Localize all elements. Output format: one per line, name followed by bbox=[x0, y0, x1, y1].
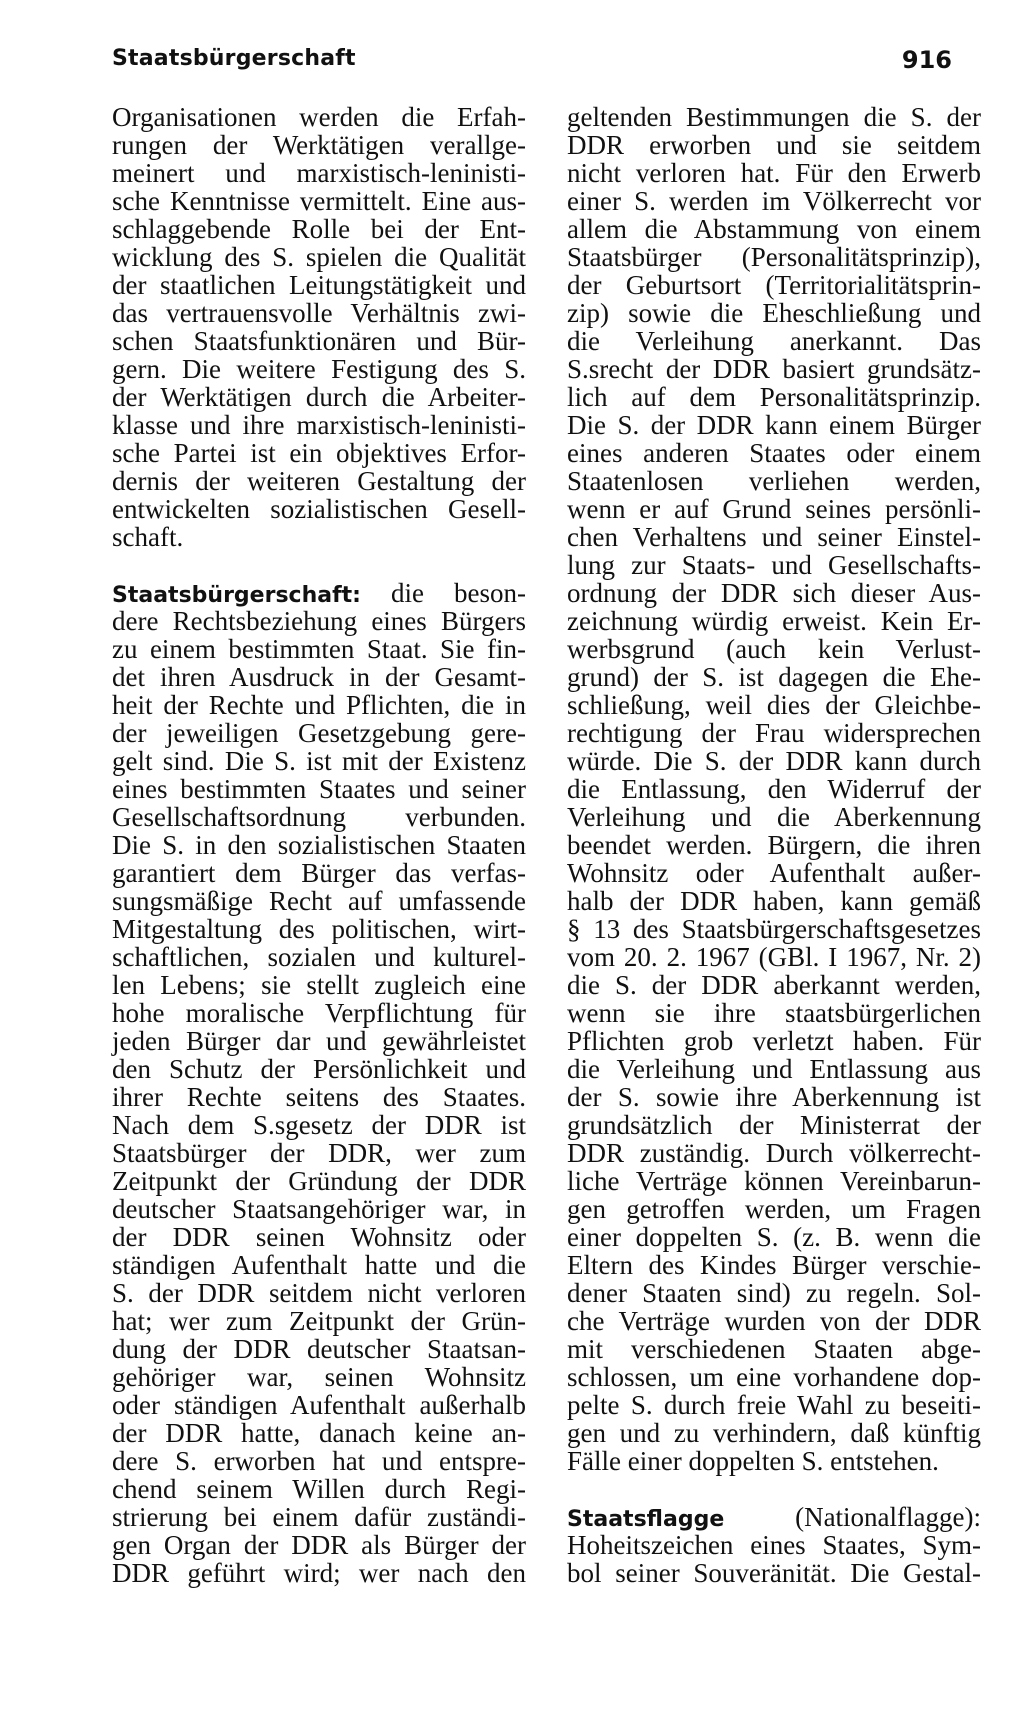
text-line: Organisationen werden die Erfah- bbox=[112, 102, 526, 132]
text-line: wenn er auf Grund seines persönli- bbox=[567, 494, 981, 524]
paragraph-gap bbox=[567, 1475, 981, 1503]
text-line: die Entlassung, den Widerruf der bbox=[567, 774, 981, 804]
text-line: deutscher Staatsangehöriger war, in bbox=[112, 1194, 526, 1224]
text-line: ihrer Rechte seitens des Staates. bbox=[112, 1082, 526, 1112]
text-line: die S. der DDR aberkannt werden, bbox=[567, 970, 981, 1000]
entry-staatsbuergerschaft bbox=[112, 579, 526, 1587]
text-line: der Werktätigen durch die Arbeiter- bbox=[112, 382, 526, 412]
text-line: der staatlichen Leitungstätigkeit und bbox=[112, 270, 526, 300]
text-line: garantiert dem Bürger das verfas- bbox=[112, 858, 526, 888]
text-line: der jeweiligen Gesetzgebung gere- bbox=[112, 718, 526, 748]
continuation-paragraph bbox=[112, 103, 526, 551]
text-line: den Schutz der Persönlichkeit und bbox=[112, 1054, 526, 1084]
text-line: dener Staaten sind) zu regeln. Sol- bbox=[567, 1278, 981, 1308]
entry-first-line-text: die beson- bbox=[360, 578, 526, 608]
text-line: rungen der Werktätigen verallge- bbox=[112, 130, 526, 160]
text-line: gen getroffen werden, um Fragen bbox=[567, 1194, 981, 1224]
entry-headword: Staatsbürgerschaft: bbox=[112, 583, 361, 608]
text-line: Verleihung und die Aberkennung bbox=[567, 802, 981, 832]
text-line: dere Rechtsbeziehung eines Bürgers bbox=[112, 606, 526, 636]
text-line: chen Verhaltens und seiner Einstel- bbox=[567, 522, 981, 552]
text-line: Staatsbürger (Personalitätsprinzip), bbox=[567, 242, 981, 272]
text-line: Staatsbürger der DDR, wer zum bbox=[112, 1138, 526, 1168]
text-line: das vertrauensvolle Verhältnis zwi- bbox=[112, 298, 526, 328]
text-line: Nach dem S.sgesetz der DDR ist bbox=[112, 1110, 526, 1140]
text-line: schließung, weil dies der Gleichbe- bbox=[567, 690, 981, 720]
text-line: schlossen, um eine vorhandene dop- bbox=[567, 1362, 981, 1392]
entry-first-line bbox=[567, 1503, 981, 1531]
entry-staatsflagge bbox=[567, 1503, 981, 1587]
text-line: sche Kenntnisse vermittelt. Eine aus- bbox=[112, 186, 526, 216]
text-line: sungsmäßige Recht auf umfassende bbox=[112, 886, 526, 916]
text-line: grundsätzlich der Ministerrat der bbox=[567, 1110, 981, 1140]
text-line: einer S. werden im Völkerrecht vor bbox=[567, 186, 981, 216]
text-line: der S. sowie ihre Aberkennung ist bbox=[567, 1082, 981, 1112]
text-line: wenn sie ihre staatsbürgerlichen bbox=[567, 998, 981, 1028]
text-line: chend seinem Willen durch Regi- bbox=[112, 1474, 526, 1504]
text-line: schlaggebende Rolle bei der Ent- bbox=[112, 214, 526, 244]
text-line: schaft. bbox=[112, 522, 184, 552]
text-line: Pflichten grob verletzt haben. Für bbox=[567, 1026, 981, 1056]
text-line: eines bestimmten Staates und seiner bbox=[112, 774, 526, 804]
entry-first-line-text: (Nationalflagge): bbox=[795, 1502, 981, 1532]
text-line: zeichnung würdig erweist. Kein Er- bbox=[567, 606, 981, 636]
text-line: DDR erworben und sie seitdem bbox=[567, 130, 981, 160]
text-line: lung zur Staats- und Gesellschafts- bbox=[567, 550, 981, 580]
text-line: Hoheitszeichen eines Staates, Sym- bbox=[567, 1530, 981, 1560]
text-line: che Verträge wurden von der DDR bbox=[567, 1306, 981, 1336]
text-line: Fälle einer doppelten S. entstehen. bbox=[567, 1446, 939, 1476]
text-line: der DDR hatte, danach keine an- bbox=[112, 1418, 526, 1448]
text-line: DDR geführt wird; wer nach den bbox=[112, 1558, 526, 1588]
text-line: vom 20. 2. 1967 (GBl. I 1967, Nr. 2) bbox=[567, 942, 981, 972]
text-line: zu einem bestimmten Staat. Sie fin- bbox=[112, 634, 526, 664]
running-head: Staatsbürgerschaft bbox=[112, 46, 356, 71]
text-line: allem die Abstammung von einem bbox=[567, 214, 981, 244]
text-line: S.srecht der DDR basiert grundsätz- bbox=[567, 354, 981, 384]
text-line: mit verschiedenen Staaten abge- bbox=[567, 1334, 981, 1364]
text-line: jeden Bürger dar und gewährleistet bbox=[112, 1026, 526, 1056]
text-line: hat; wer zum Zeitpunkt der Grün- bbox=[112, 1306, 526, 1336]
left-column bbox=[112, 103, 526, 1587]
text-line: grund) der S. ist dagegen die Ehe- bbox=[567, 662, 981, 692]
text-line: nicht verloren hat. Für den Erwerb bbox=[567, 158, 981, 188]
text-line: sche Partei ist ein objektives Erfor- bbox=[112, 438, 526, 468]
text-line: einer doppelten S. (z. B. wenn die bbox=[567, 1222, 981, 1252]
text-line: rechtigung der Frau widersprechen bbox=[567, 718, 981, 748]
text-line: ständigen Aufenthalt hatte und die bbox=[112, 1250, 526, 1280]
text-line: Staatenlosen verliehen werden, bbox=[567, 466, 981, 496]
text-line: gehöriger war, seinen Wohnsitz bbox=[112, 1362, 526, 1392]
text-line: Zeitpunkt der Gründung der DDR bbox=[112, 1166, 526, 1196]
text-line: würde. Die S. der DDR kann durch bbox=[567, 746, 981, 776]
entry-continuation-paragraph bbox=[567, 103, 981, 1475]
text-line: die Verleihung und Entlassung aus bbox=[567, 1054, 981, 1084]
text-line: Mitgestaltung des politischen, wirt- bbox=[112, 914, 526, 944]
text-line: oder ständigen Aufenthalt außerhalb bbox=[112, 1390, 526, 1420]
text-line: Die S. in den sozialistischen Staaten bbox=[112, 830, 526, 860]
text-line: der DDR seinen Wohnsitz oder bbox=[112, 1222, 526, 1252]
text-line: Die S. der DDR kann einem Bürger bbox=[567, 410, 981, 440]
text-line: liche Verträge können Vereinbarun- bbox=[567, 1166, 981, 1196]
text-line: DDR zuständig. Durch völkerrecht- bbox=[567, 1138, 981, 1168]
text-line: dung der DDR deutscher Staatsan- bbox=[112, 1334, 526, 1364]
text-line: det ihren Ausdruck in der Gesamt- bbox=[112, 662, 526, 692]
right-column bbox=[567, 103, 981, 1587]
text-line: gern. Die weitere Festigung des S. bbox=[112, 354, 526, 384]
text-line: schaftlichen, sozialen und kulturel- bbox=[112, 942, 526, 972]
text-line: eines anderen Staates oder einem bbox=[567, 438, 981, 468]
text-line: gen Organ der DDR als Bürger der bbox=[112, 1530, 526, 1560]
text-line: pelte S. durch freie Wahl zu beseiti- bbox=[567, 1390, 981, 1420]
text-line: entwickelten sozialistischen Gesell- bbox=[112, 494, 526, 524]
text-line: zip) sowie die Eheschließung und bbox=[567, 298, 981, 328]
text-line: geltenden Bestimmungen die S. der bbox=[567, 102, 981, 132]
entry-headword: Staatsflagge bbox=[567, 1507, 725, 1532]
text-line: dernis der weiteren Gestaltung der bbox=[112, 466, 526, 496]
text-line: schen Staatsfunktionären und Bür- bbox=[112, 326, 526, 356]
text-line: S. der DDR seitdem nicht verloren bbox=[112, 1278, 526, 1308]
text-line: werbsgrund (auch kein Verlust- bbox=[567, 634, 981, 664]
text-line: gelt sind. Die S. ist mit der Existenz bbox=[112, 746, 526, 776]
text-line: ordnung der DDR sich dieser Aus- bbox=[567, 578, 981, 608]
text-line: Wohnsitz oder Aufenthalt außer- bbox=[567, 858, 981, 888]
entry-first-line bbox=[112, 579, 526, 607]
text-line: dere S. erworben hat und entspre- bbox=[112, 1446, 526, 1476]
text-line: beendet werden. Bürgern, die ihren bbox=[567, 830, 981, 860]
text-line: halb der DDR haben, kann gemäß bbox=[567, 886, 981, 916]
text-line: der Geburtsort (Territorialitätsprin- bbox=[567, 270, 981, 300]
text-line: gen und zu verhindern, daß künftig bbox=[567, 1418, 981, 1448]
text-line: wicklung des S. spielen die Qualität bbox=[112, 242, 526, 272]
text-line: meinert und marxistisch-leninisti- bbox=[112, 158, 526, 188]
text-line: Eltern des Kindes Bürger verschie- bbox=[567, 1250, 981, 1280]
text-line: lich auf dem Personalitätsprinzip. bbox=[567, 382, 981, 412]
text-line: bol seiner Souveränität. Die Gestal- bbox=[567, 1558, 981, 1588]
paragraph-gap bbox=[112, 551, 526, 579]
text-line: heit der Rechte und Pflichten, die in bbox=[112, 690, 526, 720]
text-line: § 13 des Staatsbürgerschaftsgesetzes bbox=[567, 914, 981, 944]
text-line: Gesellschaftsordnung verbunden. bbox=[112, 802, 526, 832]
text-line: len Lebens; sie stellt zugleich eine bbox=[112, 970, 526, 1000]
page-number: 916 bbox=[901, 46, 952, 74]
text-line: hohe moralische Verpflichtung für bbox=[112, 998, 526, 1028]
text-line: klasse und ihre marxistisch-leninisti- bbox=[112, 410, 526, 440]
text-line: die Verleihung anerkannt. Das bbox=[567, 326, 981, 356]
text-line: strierung bei einem dafür zuständi- bbox=[112, 1502, 526, 1532]
